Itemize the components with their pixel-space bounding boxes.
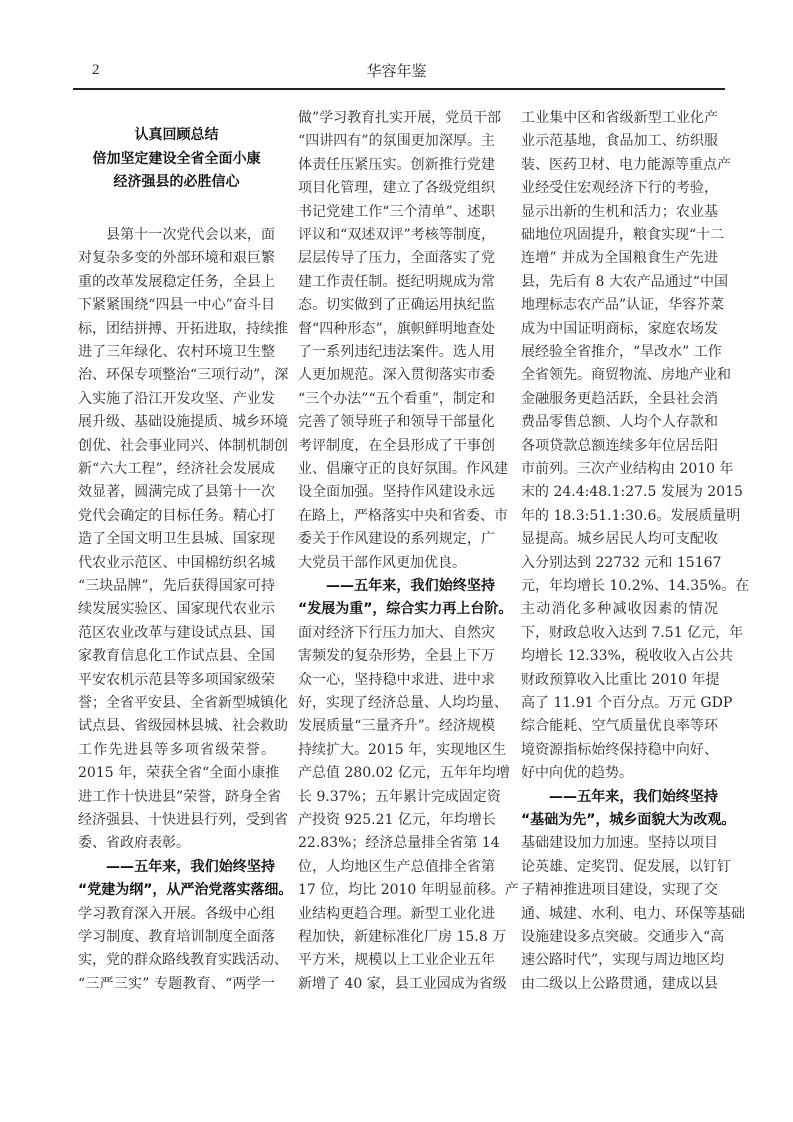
body-text-line: 造了全国文明卫生县城、国家现 [78,531,275,548]
body-text-line: 下，财政总收入达到 7.51 亿元，年 [521,624,744,641]
body-text-line: 建工作责任制。挺纪明规成为常 [298,273,495,290]
body-text-line: “三严三实” 专题教育、“两学一 [78,975,275,992]
body-text-line: 展经验全省推介，“旱改水” 工作 [521,344,722,360]
body-text-line: 大党员干部作风更加优良。 [298,554,466,571]
body-text-line: 元，年均增长 10.2%、14.35%。在 [521,578,750,594]
section-heading-line: “党建为纲”，从严治党落实落细。 [78,882,293,899]
body-text-line: 工业集中区和省级新型工业化产 [521,110,718,126]
body-text-line: 创优、社会事业同兴、体制机制创 [78,437,288,454]
body-text-line: 体责任压紧压实。创新推行党建 [298,156,495,173]
body-text-line: 费品零售总额、人均个人存款和 [521,414,718,431]
body-text-line: 学习制度、教育培训制度全面落 [78,929,275,945]
body-text-line: 党代会确定的目标任务。精心打 [78,507,275,524]
body-text-line: 设施建设多点突破。交通步入“高 [521,929,725,945]
body-text-line: 试点县、省级园林县城、社会救助 [78,718,288,735]
body-text-line: 态。切实做到了正确运用执纪监 [298,297,495,314]
body-text-line: 论英雄、定奖罚、促发展，以钉钉 [521,858,731,875]
body-text-line: 发展质量“三量齐升”。经济规模 [298,718,495,735]
body-text-line: 装、医药卫材、电力能源等重点产 [521,156,731,173]
body-text-line: 显提高。城乡居民人均可支配收 [521,531,718,548]
body-text-line: 委关于作风建设的系列规定，广 [298,531,495,548]
body-text-line: 经济强县、十快进县行列，受到省 [78,812,288,828]
body-text-line: 高了 11.91 个百分点。万元 GDP [521,695,733,711]
body-text-line: 2015 年，荣获全省“全面小康推 [78,765,280,782]
body-text-line: 重的改革发展稳定任务，全县上 [78,273,275,290]
body-text-line: 人更加规范。深入贯彻落实市委 [298,367,495,384]
body-text-line: 通、城建、水利、电力、环保等基础 [521,905,745,922]
body-text-line: 新“六大工程”，经济社会发展成 [78,461,275,477]
body-text-line: 金融服务更趋活跃，全县社会消 [521,390,718,407]
body-text-line: 在路上，严格落实中央和省委、市 [298,507,508,524]
body-text-line: 县，先后有 8 大农产品通过“中国 [521,273,728,290]
body-text-line: 家教育信息化工作试点县、全国 [78,648,275,665]
body-text-line: 好中向优的趋势。 [521,765,633,782]
body-text-line: 众一心，坚持稳中求进、进中求 [298,671,495,688]
body-text-line: 基础建设加力加速。坚持以项目 [521,835,718,852]
body-text-line: 代农业示范区、中国棉纺织名城 [78,554,275,571]
body-text-line: 年的 18.3:51.1:30.6。发展质量明 [521,507,741,524]
body-text-line: 督“四种形态”，旗帜鲜明地查处 [298,320,495,337]
body-text-line: 业结构更趋合理。新型工业化进 [298,905,495,922]
body-text-line: 末的 24.4:48.1:27.5 发展为 2015 [521,484,743,501]
body-text-line: 范区农业改革与建设试点县、国 [78,624,275,641]
body-text-line: 速公路时代”，实现与周边地区均 [521,952,725,969]
section-heading-line: ——五年来，我们始终坚持 [326,578,495,594]
body-text-line: 工作先进县等多项省级荣誉。 [78,741,275,758]
body-text-line: 展升级、基础设施提质、城乡环境 [78,414,288,431]
body-text-line: 入分别达到 22732 元和 15167 [521,554,722,571]
body-text-line: 学习教育深入开展。各级中心组 [78,905,275,922]
body-text-line: 完善了领导班子和领导干部量化 [298,414,495,431]
article-title-line: 经济强县的必胜信心 [113,174,240,191]
body-text-line: 业示范基地，食品加工、纺织服 [521,133,718,150]
body-text-line: 标，团结拼搏、开拓进取，持续推 [78,320,288,337]
page-number: 2 [92,62,100,78]
body-text-line: 长 9.37%；五年累计完成固定资 [298,788,501,805]
body-text-line: 17 位，均比 2010 年明显前移。产 [298,882,519,899]
body-text-line: 害频发的复杂形势，全县上下万 [298,648,495,665]
body-text-line: “三块品牌”，先后获得国家可持 [78,578,275,594]
body-text-line: 由二级以上公路贯通，建成以县 [521,975,718,992]
body-text-line: 治、环保专项整治“三项行动”，深 [78,367,289,384]
body-text-line: 产总值 280.02 亿元，五年年均增 [298,765,510,782]
body-text-line: 均增长 12.33%，税收收入占公共 [521,648,733,665]
body-text-line: 下紧紧围绕“四县一中心”奋斗目 [78,297,275,314]
article-title-line: 认真回顾总结 [134,127,219,143]
body-text-line: 层层传导了压力，全面落实了党 [298,250,495,267]
body-text-line: 进了三年绿化、农村环境卫生整 [78,344,275,360]
body-text-line: 境资源指标始终保持稳中向好、 [521,741,718,758]
body-text-line: 了一系列违纪违法案件。选人用 [298,344,495,360]
section-heading-line: “发展为重”，综合实力再上台阶。 [298,601,513,618]
body-text-line: 做”学习教育扎实开展，党员干部 [298,110,502,126]
header-rule [73,88,725,90]
body-text-line: 业、倡廉守正的良好氛围。作风建 [298,461,508,477]
body-text-line: 主动消化多种减收因素的情况 [521,601,718,618]
body-text-line: 全省领先。商贸物流、房地产业和 [521,367,731,384]
body-text-line: 设全面加强。坚持作风建设永远 [298,484,495,501]
body-text-line: 考评制度，在全县形成了干事创 [298,437,495,454]
section-heading-line: ——五年来，我们始终坚持 [106,858,275,875]
body-text-line: 成为中国证明商标，家庭农场发 [521,320,718,337]
body-text-line: 地理标志农产品”认证，华容芥菜 [521,297,725,314]
body-text-line: 22.83%；经济总量排全省第 14 [298,835,500,852]
body-text-line: 入实施了沿江开发攻坚、产业发 [78,390,275,407]
body-text-line: 产投资 925.21 亿元，年均增长 [298,812,496,828]
body-text-line: 续发展实验区、国家现代农业示 [78,601,275,618]
body-text-line: 市前列。三次产业结构由 2010 年 [521,461,734,477]
body-text-line: 实，党的群众路线教育实践活动、 [78,952,288,969]
body-text-line: 综合能耗、空气质量优良率等环 [521,718,718,735]
running-title: 华容年鉴 [366,62,427,80]
body-text-line: 位，人均地区生产总值排全省第 [298,858,495,875]
body-text-line: 平安农机示范县等多项国家级荣 [78,671,275,688]
body-text-line: 评议和“双述双评”考核等制度， [298,227,495,243]
article-title-line: 倍加坚定建设全省全面小康 [92,150,261,167]
body-text-line: 程加快，新建标准化厂房 15.8 万 [298,929,507,945]
body-text-line: 对复杂多变的外部环境和艰巨繁 [78,250,275,267]
body-text-line: “三个办法”“五个看重”，制定和 [298,390,495,407]
body-text-line: 面对经济下行压力加大、自然灾 [298,624,495,641]
body-text-line: 业经受住宏观经济下行的考验， [521,180,718,197]
body-text-line: “四讲四有”的氛围更加深厚。主 [298,133,495,150]
section-heading-line: “基础为先”，城乡面貌大为改观。 [521,812,736,828]
body-text-line: 新增了 40 家，县工业园成为省级 [298,975,507,992]
body-text-line: 持续扩大。2015 年，实现地区生 [298,741,507,758]
body-text-line: 好，实现了经济总量、人均均量、 [298,695,508,711]
body-text-line: 县第十一次党代会以来，面 [106,227,275,243]
body-text-line: 进工作十快进县”荣誉，跻身全省 [78,788,282,805]
body-text-line: 效显著，圆满完成了县第十一次 [78,484,275,501]
body-text-line: 各项贷款总额连续多年位居岳阳 [521,437,718,454]
body-text-line: 平方米，规模以上工业企业五年 [298,952,495,969]
body-text-line: 誉；全省平安县、全省新型城镇化 [78,695,288,711]
body-text-line: 础地位巩固提升，粮食实现“十二 [521,227,725,243]
body-text-line: 书记党建工作“三个清单”、述职 [298,203,495,220]
body-text-line: 财政预算收入比重比 2010 年提 [521,671,720,688]
body-text-line: 项目化管理，建立了各级党组织 [298,180,495,197]
body-text-line: 连增” 并成为全国粮食生产先进 [521,250,718,267]
body-text-line: 显示出新的生机和活力；农业基 [521,203,718,220]
body-text-line: 子精神推进项目建设，实现了交 [521,882,718,899]
section-heading-line: ——五年来，我们始终坚持 [549,788,718,805]
body-text-line: 委、省政府表彰。 [78,835,190,852]
